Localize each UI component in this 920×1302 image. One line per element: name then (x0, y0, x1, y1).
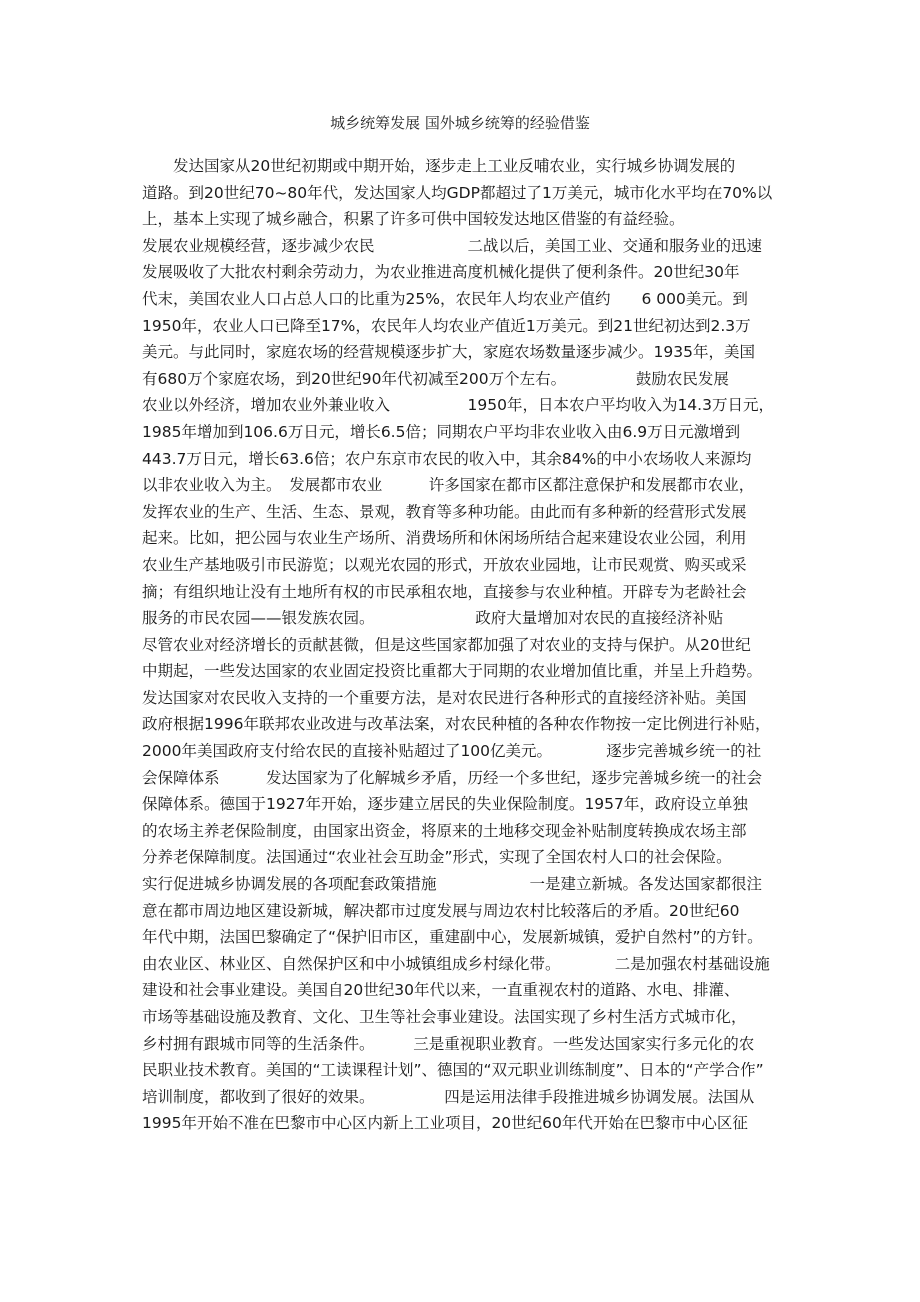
text-line: 发达国家对农民收入支持的一个重要方法，是对农民进行各种形式的直接经济补贴。美国 (142, 688, 747, 707)
text-line: 发挥农业的生产、生活、生态、景观，教育等多种功能。由此而有多种新的经营形式发展 (142, 502, 747, 521)
text-line: 农业以外经济，增加农业外兼业收入 1950年，日本农户平均收入为14.3万日元， (142, 396, 774, 415)
text-line: 民职业技术教育。美国的“工读课程计划”、德国的“双元职业训练制度”、日本的“产学合作” (142, 1061, 764, 1080)
text-line: 上，基本上实现了城乡融合，积累了许多可供中国较发达地区借鉴的有益经验。 (142, 210, 685, 229)
text-line: 发达国家从20世纪初期或中期开始，逐步走上工业反哺农业，实行城乡协调发展的 (142, 157, 736, 175)
text-line: 年代中期，法国巴黎确定了“保护旧市区，重建副中心，发展新城镇，爱护自然村”的方针。 (142, 928, 763, 947)
text-line: 政府根据1996年联邦农业改进与改革法案，对农民种植的各种农作物按一定比例进行补贴， (142, 715, 771, 734)
text-line: 有680万个家庭农场，到20世纪90年代初减至200万个左右。 鼓励农民发展 (142, 369, 729, 388)
text-line: 起来。比如，把公园与农业生产场所、消费场所和休闲场所结合起来建设农业公园，利用 (142, 529, 747, 548)
text-line: 摘；有组织地让没有土地所有权的市民承租农地，直接参与农业种植。开辟专为老龄社会 (142, 582, 747, 601)
text-line: 服务的市民农园——银发族农园。 政府大量增加对农民的直接经济补贴 (142, 609, 724, 628)
text-line: 发展吸收了大批农村剩余劳动力，为农业推进高度机械化提供了便利条件。20世纪30年 (142, 263, 740, 282)
text-line: 代末，美国农业人口占总人口的比重为25%，农民年人均农业产值约 6 000美元。到 (142, 289, 748, 308)
text-line: 分养老保障制度。法国通过“农业社会互助金”形式，实现了全国农村人口的社会保险。 (142, 848, 732, 867)
text-line: 由农业区、林业区、自然保护区和中小城镇组成乡村绿化带。 二是加强农村基础设施 (142, 954, 770, 973)
text-line: 保障体系。德国于1927年开始，逐步建立居民的失业保险制度。1957年，政府设立单独 (142, 795, 748, 814)
text-line: 443.7万日元，增长63.6倍；农户东京市农民的收入中，其余84%的中小农场收人来源均 (142, 449, 752, 468)
text-line: 美元。与此同时，家庭农场的经营规模逐步扩大，家庭农场数量逐步减少。1935年，美国 (142, 343, 755, 362)
text-line: 道路。到20世纪70~80年代，发达国家人均GDP都超过了1万美元，城市化水平均在70%以 (142, 183, 773, 202)
text-line: 的农场主养老保险制度，由国家出资金，将原来的土地移交现金补贴制度转换成农场主部 (142, 821, 747, 840)
text-line: 建设和社会事业建设。美国自20世纪30年代以来，一直重视农村的道路、水电、排灌、 (142, 981, 740, 1000)
text-line: 1995年开始不准在巴黎市中心区内新上工业项目，20世纪60年代开始在巴黎市中心区征 (142, 1114, 748, 1133)
text-line: 1950年，农业人口已降至17%，农民年人均农业产值近1万美元。到21世纪初达到2.3万 (142, 316, 751, 335)
document-title: 城乡统筹发展 国外城乡统筹的经验借鉴 (330, 114, 590, 132)
document-body (142, 153, 782, 1137)
text-line: 中期起，一些发达国家的农业固定投资比重都大于同期的农业增加值比重，并呈上升趋势。 (142, 662, 763, 681)
text-line: 培训制度，都收到了很好的效果。 四是运用法律手段推进城乡协调发展。法国从 (142, 1087, 755, 1106)
text-line: 会保障体系 发达国家为了化解城乡矛盾，历经一个多世纪，逐步完善城乡统一的社会 (142, 768, 763, 787)
text-line: 农业生产基地吸引市民游览；以观光农园的形式，开放农业园地，让市民观赏、购买或采 (142, 555, 747, 574)
text-line: 实行促进城乡协调发展的各项配套政策措施 一是建立新城。各发达国家都很注 (142, 875, 763, 894)
text-line: 2000年美国政府支付给农民的直接补贴超过了100亿美元。 逐步完善城乡统一的社 (142, 742, 762, 761)
text-line: 意在都市周边地区建设新城，解决都市过度发展与周边农村比较落后的矛盾。20世纪60 (142, 901, 740, 920)
text-line: 市场等基础设施及教育、文化、卫生等社会事业建设。法国实现了乡村生活方式城市化， (142, 1008, 747, 1026)
text-line: 乡村拥有跟城市同等的生活条件。 三是重视职业教育。一些发达国家实行多元化的农 (142, 1034, 755, 1053)
text-line: 发展农业规模经营，逐步减少农民 二战以后，美国工业、交通和服务业的迅速 (142, 236, 763, 255)
text-line: 1985年增加到106.6万日元，增长6.5倍；同期农户平均非农业收入由6.9万日元激增到 (142, 422, 741, 441)
text-line: 尽管农业对经济增长的贡献甚微，但是这些国家都加强了对农业的支持与保护。从20世纪 (142, 635, 751, 654)
text-line: 以非农业收入为主。 发展都市农业 许多国家在都市区都注意保护和发展都市农业， (142, 476, 755, 495)
